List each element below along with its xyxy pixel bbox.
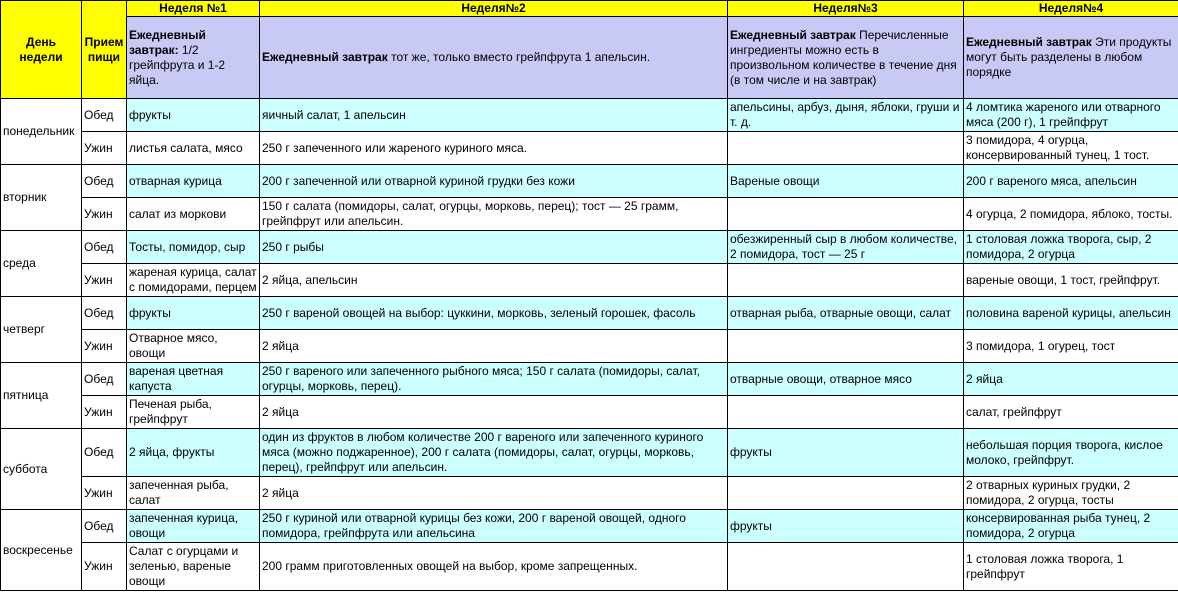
meal-label: Обед [82,363,127,396]
week2-meal-cell: 250 г вареной овощей на выбор: цуккини, морковь, зеленый горошек, фасоль [260,297,728,330]
week3-meal-cell [728,543,964,591]
week3-meal-cell [728,264,964,297]
week4-meal-cell: 200 г вареного мяса, апельсин [964,165,1178,198]
week1-meal-cell: фрукты [127,99,260,132]
week3-meal-cell: фрукты [728,429,964,477]
meal-label: Ужин [82,396,127,429]
table-row [1,363,1178,396]
week4-meal-cell: салат, грейпфрут [964,396,1178,429]
table-row [1,297,1178,330]
week3-meal-cell: апельсины, арбуз, дыня, яблоки, груши и т. д. [728,99,964,132]
week2-meal-cell: 2 яйца [260,477,728,510]
week1-meal-cell: салат из моркови [127,198,260,231]
week3-meal-cell: Вареные овощи [728,165,964,198]
week4-meal-cell: 4 ломтика жареного или отварного мяса (200 г), 1 грейпфрут [964,99,1178,132]
week4-meal-cell: 3 помидора, 1 огурец, тост [964,330,1178,363]
table-row [1,510,1178,543]
week4-meal-cell: 3 помидора, 4 огурца, консервированный тунец, 1 тост. [964,132,1178,165]
week3-header: Неделя№3 [728,1,964,17]
day-label: понедельник [1,99,82,165]
table-row [1,543,1178,591]
table-row [1,99,1178,132]
day-label: среда [1,231,82,297]
week3-meal-cell: отварные овощи, отварное мясо [728,363,964,396]
meal-label: Обед [82,429,127,477]
table-row [1,477,1178,510]
week1-meal-cell: Салат с огурцами и зеленью, вареные овощи [127,543,260,591]
meal-label: Обед [82,231,127,264]
meal-label: Ужин [82,477,127,510]
week4-meal-cell: 2 яйца [964,363,1178,396]
meal-label: Ужин [82,330,127,363]
table-row [1,264,1178,297]
meal-label: Обед [82,99,127,132]
week3-meal-cell [728,396,964,429]
week2-meal-cell: 2 яйца [260,330,728,363]
week1-meal-cell: фрукты [127,297,260,330]
day-column-header: День недели [1,1,82,99]
week1-meal-cell: жареная курица, салат с помидорами, перцем [127,264,260,297]
week3-meal-cell: обезжиренный сыр в любом количестве, 2 помидора, тост — 25 г [728,231,964,264]
meal-label: Ужин [82,264,127,297]
week4-meal-cell: вареные овощи, 1 тост, грейпфрут. [964,264,1178,297]
week4-meal-cell: половина вареной курицы, апельсин [964,297,1178,330]
week2-header: Неделя№2 [260,1,728,17]
week1-meal-cell: листья салата, мясо [127,132,260,165]
week4-meal-cell: 1 столовая ложка творога, сыр, 2 помидора, 2 огурца [964,231,1178,264]
meal-column-header: Прием пищи [82,1,127,99]
week1-header: Неделя №1 [127,1,260,17]
day-label: пятница [1,363,82,429]
week2-meal-cell: 250 г запеченного или жареного куриного мяса. [260,132,728,165]
meal-label: Обед [82,510,127,543]
week1-meal-cell: Печеная рыба, грейпфрут [127,396,260,429]
week3-meal-cell [728,477,964,510]
meal-label: Обед [82,165,127,198]
week2-meal-cell: 250 г вареного или запеченного рыбного мяса; 150 г салата (помидоры, салат, огурцы, морковь, перец). [260,363,728,396]
week2-meal-cell: 250 г рыбы [260,231,728,264]
week2-meal-cell: 200 г запеченной или отварной куриной грудки без кожи [260,165,728,198]
week1-meal-cell: Отварное мясо, овощи [127,330,260,363]
week4-header: Неделя№4 [964,1,1178,17]
week1-meal-cell: запеченная курица, овощи [127,510,260,543]
day-label: воскресенье [1,510,82,591]
day-label: четверг [1,297,82,363]
week3-meal-cell [728,132,964,165]
week2-meal-cell: 2 яйца, апельсин [260,264,728,297]
week4-breakfast: Ежедневный завтрак Эти продукты могут быть разделены в любом порядке [964,17,1178,99]
week2-meal-cell: один из фруктов в любом количестве 200 г вареного или запеченного куриного мяса (можно поджаренное), 200 г салата (помидоры, салат, огурцы, морковь, перец), грейпфрут или апельсин. [260,429,728,477]
table-row [1,429,1178,477]
week1-meal-cell: 2 яйца, фрукты [127,429,260,477]
week2-breakfast: Ежедневный завтрак тот же, только вместо грейпфрута 1 апельсин. [260,17,728,99]
week3-meal-cell: фрукты [728,510,964,543]
week1-meal-cell: запеченная рыба, салат [127,477,260,510]
meal-label: Ужин [82,132,127,165]
week4-meal-cell: 1 столовая ложка творога, 1 грейпфрут [964,543,1178,591]
meal-label: Обед [82,297,127,330]
day-label: вторник [1,165,82,231]
week1-meal-cell: вареная цветная капуста [127,363,260,396]
week4-meal-cell: небольшая порция творога, кислое молоко, грейпфрут. [964,429,1178,477]
table-row [1,231,1178,264]
table-row [1,330,1178,363]
week1-meal-cell: Тосты, помидор, сыр [127,231,260,264]
meal-label: Ужин [82,543,127,591]
meal-label: Ужин [82,198,127,231]
table-row [1,165,1178,198]
week3-meal-cell: отварная рыба, отварные овощи, салат [728,297,964,330]
week4-meal-cell: 2 отварных куриных грудки, 2 помидора, 2 огурца, тосты [964,477,1178,510]
week4-meal-cell: консервированная рыба тунец, 2 помидора, 2 огурца [964,510,1178,543]
week3-breakfast: Ежедневный завтрак Перечисленные ингредиенты можно есть в произвольном количестве в течение дня (в том числе и на завтрак) [728,17,964,99]
week3-meal-cell [728,330,964,363]
day-label: суббота [1,429,82,510]
table-row [1,132,1178,165]
week4-meal-cell: 4 огурца, 2 помидора, яблоко, тосты. [964,198,1178,231]
week2-meal-cell: 250 г куриной или отварной курицы без кожи, 200 г вареной овощей, одного помидора, грейпфрута или апельсина [260,510,728,543]
week2-meal-cell: 2 яйца [260,396,728,429]
week3-meal-cell [728,198,964,231]
table-row [1,396,1178,429]
table-row [1,198,1178,231]
week2-meal-cell: яичный салат, 1 апельсин [260,99,728,132]
week1-meal-cell: отварная курица [127,165,260,198]
week1-breakfast: Ежедневный завтрак: 1/2 грейпфрута и 1-2 яйца. [127,17,260,99]
week2-meal-cell: 200 грамм приготовленных овощей на выбор, кроме запрещенных. [260,543,728,591]
week2-meal-cell: 150 г салата (помидоры, салат, огурцы, морковь, перец); тост — 25 грамм, грейпфрут или апельсин. [260,198,728,231]
